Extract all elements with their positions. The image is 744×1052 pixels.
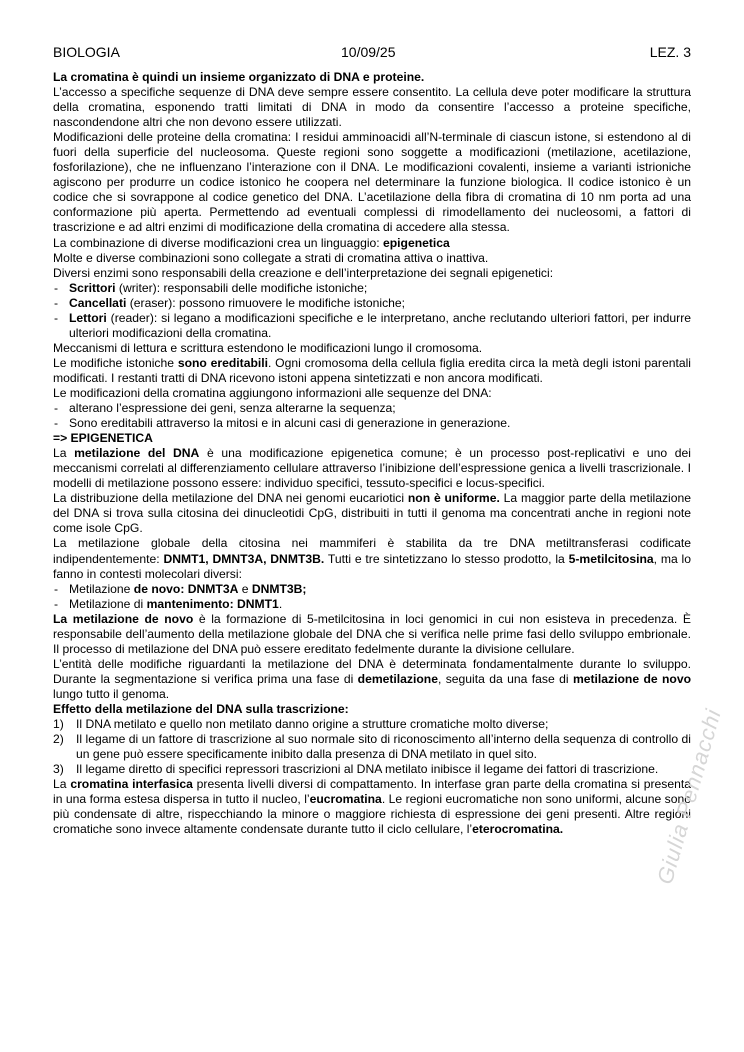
page-header (53, 44, 691, 64)
methylation-types-list (53, 582, 691, 612)
epigenetica-heading: => EPIGENETICA (53, 431, 153, 446)
paragraph-enzymes: Diversi enzimi sono responsabili della creazione e dell’interpretazione dei segnali epigenetici: (53, 265, 554, 280)
paragraph-information: Le modificazioni della cromatina aggiungono informazioni alle sequenze del DNA: (53, 385, 492, 400)
header-lesson: LEZ. 3 (649, 44, 691, 60)
effects-list (53, 401, 691, 431)
paragraph-mechanisms: Meccanismi di lettura e scrittura estendono le modificazioni lungo il cromosoma. (53, 340, 483, 355)
paragraph-dna-methylation: La metilazione del DNA è una modificazione epigenetica comune; è un processo post-replicativi e uno dei meccanismi correlati al differenziamento cellulare attraverso l’inibizione dell’espressione genica a livelli trascrizionale. I modelli di metilazione possono essere: individuo specifici, tessuto-specifici e locus-specifici. (53, 446, 691, 491)
list-item: 1) Il DNA metilato e quello non metilato danno origine a strutture cromatiche molto diverse; (53, 717, 549, 732)
list-item: - Lettori (reader): si legano a modificazioni specifiche e le interpretano, anche reclutando ulteriori fattori, per indurre ulteriori modificazioni della cromatina. (53, 311, 691, 341)
paragraph-de-novo: La metilazione de novo è la formazione di 5-metilcitosina in loci genomici in cui non esisteva in precedenza. È responsabile dell’aumento della metilazione globale del DNA che si verifica nelle prime fasi dello sviluppo embrionale. Il processo di metilazione del DNA può essere ereditato fedelmente durante la divisione cellulare. (53, 611, 691, 656)
list-item: 3) Il legame diretto di specifici repressori trascrizioni al DNA metilato inibisce il legame dei fattori di trascrizione. (53, 762, 659, 777)
intro-heading: La cromatina è quindi un insieme organizzato di DNA e proteine. (53, 70, 425, 84)
paragraph-access: L’accesso a specifiche sequenze di DNA deve sempre essere consentito. La cellula deve poter modificare la struttura della cromatina, esponendo tratti limitati di DNA in modo da consentire l’accesso a proteine specifiche, nascondendone altri che non devono essere utilizzati. (53, 85, 691, 130)
paragraph-combinations: Molte e diverse combinazioni sono collegate a strati di cromatina attiva o inattiva. (53, 250, 489, 265)
paragraph-development: L’entità delle modifiche riguardanti la metilazione del DNA è determinata fondamentalmente durante lo sviluppo. Durante la segmentazione si verifica prima una fase di demetilazione, seguita da una fase di metilazione de novo lungo tutto il genoma. (53, 656, 692, 701)
list-item: - Scrittori (writer): responsabili delle modifiche istoniche; (53, 281, 691, 296)
header-date: 10/09/25 (341, 44, 396, 60)
list-item: - alterano l’espressione dei geni, senza alterarne la sequenza; (53, 401, 691, 416)
paragraph-distribution: La distribuzione della metilazione del DNA nei genomi eucariotici non è uniforme. La maggior parte della metilazione del DNA si trova sulla citosina dei dinucleotidi CpG, distribuiti in tutti il genoma ma concentrati anche in regioni note come isole CpG. (53, 491, 691, 536)
list-item: - Sono ereditabili attraverso la mitosi e in alcuni casi di generazione in generazione. (53, 416, 691, 431)
paragraph-interphase: La cromatina interfasica presenta livelli diversi di compattamento. In interfase gran parte della cromatina si presenta in una forma estesa dispersa in tutto il nucleo, l’eucromatina. Le regioni eucromatiche non sono uniformi, alcune sono più condensate di altre, rispecchiando la minore o maggiore richiesta di espressione dei geni presenti. Altre regioni cromatiche sono invece altamente condensate durante tutto il ciclo cellulare, l’eterocromatina. (53, 777, 691, 837)
transcription-effects-list (53, 717, 691, 777)
paragraph-language: La combinazione di diverse modificazioni crea un linguaggio: epigenetica (53, 235, 450, 250)
paragraph-heritable: Le modifiche istoniche sono ereditabili. Ogni cromosoma della cellula figlia eredita circa la metà degli istoni parentali modificati. I restanti tratti di DNA ricevono istoni appena sintetizzati e non ancora modificati. (53, 355, 691, 385)
paragraph-dnmt: La metilazione globale della citosina nei mammiferi è stabilita da tre DNA metiltransferasi codificate indipendentemente: DNMT1, DMNT3A, DNMT3B. Tutti e tre sintetizzano lo stesso prodotto, la 5-metilcitosina, ma lo fanno in contesti molecolari diversi: (53, 536, 691, 581)
paragraph-modifications: Modificazioni delle proteine della cromatina: I residui amminoacidi all’N-terminale di ciascun istone, si estendono al di fuori della superficie del nucleosoma. Queste regioni sono soggette a modificazioni (metilazione, acetilazione, fosforilazione), che ne influenzano l’interazione con il DNA. Le modificazioni covalenti, insieme a varianti istrioniche agiscono per produrre un codice istonico he coopera nel determinare la funzione biologica. Il codice istonico è un codice che si sovrappone al codice genetico del DNA. L’acetilazione della fibra di cromatina di 10 nm porta ad una conformazione più aperta. Permettendo ad eventuali complessi di rimodellamento dei nucleosomi, a fattori di trascrizione e ad altri enzimi di modificazione della cromatina di accedere alla stessa. (53, 130, 691, 235)
list-item: - Metilazione de novo: DNMT3A e DNMT3B; (53, 582, 691, 597)
header-subject: BIOLOGIA (53, 44, 120, 60)
document-body (53, 70, 691, 837)
transcription-effect-heading: Effetto della metilazione del DNA sulla trascrizione: (53, 701, 349, 716)
watermark: Giulia Pennacchi (652, 705, 726, 887)
list-item: - Cancellati (eraser): possono rimuovere le modifiche istoniche; (53, 296, 691, 311)
list-item: - Metilazione di mantenimento: DNMT1. (53, 597, 691, 612)
enzyme-role-list (53, 281, 691, 341)
list-item: 2) Il legame di un fattore di trascrizione al suo normale sito di riconoscimento all’interno della sequenza di controllo di un gene può essere specificamente inibito dalla presenza di DNA metilato in quel sito. (53, 732, 691, 762)
